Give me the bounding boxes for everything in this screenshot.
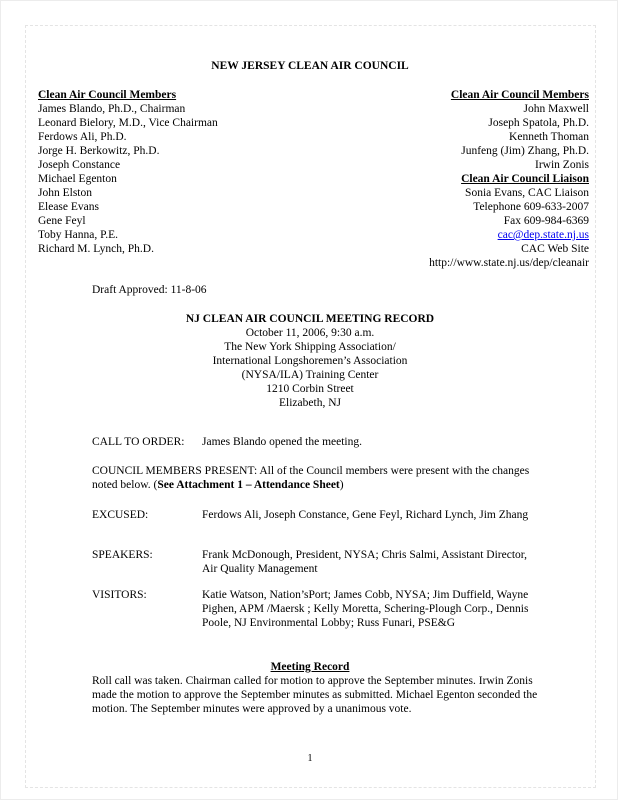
members-present-close: ) xyxy=(339,479,344,491)
web-site-url: http://www.state.nj.us/dep/cleanair xyxy=(429,257,589,269)
member-name: Leonard Bielory, M.D., Vice Chairman xyxy=(38,117,218,129)
member-name: Joseph Constance xyxy=(38,159,121,171)
right-column-heading: Clean Air Council Members xyxy=(450,89,589,101)
document-title: NEW JERSEY CLEAN AIR COUNCIL xyxy=(211,60,409,72)
member-name: Junfeng (Jim) Zhang, Ph.D. xyxy=(461,145,589,157)
record-location-line: The New York Shipping Association/ xyxy=(224,341,396,353)
call-to-order-label: CALL TO ORDER: xyxy=(92,436,185,448)
liaison-email-link[interactable]: cac@dep.state.nj.us xyxy=(497,229,589,241)
member-name: Richard M. Lynch, Ph.D. xyxy=(38,243,154,255)
draft-approved: Draft Approved: 11-8-06 xyxy=(92,284,207,296)
members-present-text: COUNCIL MEMBERS PRESENT: All of the Council members were present with the changes noted below. ( xyxy=(92,465,530,491)
call-to-order-text: James Blando opened the meeting. xyxy=(202,436,363,448)
page-number: 1 xyxy=(307,753,313,764)
excused-label: EXCUSED: xyxy=(92,509,149,521)
record-date: October 11, 2006, 9:30 a.m. xyxy=(245,327,375,339)
member-name: James Blando, Ph.D., Chairman xyxy=(38,103,186,115)
members-present-paragraph xyxy=(92,464,532,492)
meeting-record-block xyxy=(1,312,618,410)
meeting-record-heading: Meeting Record xyxy=(270,661,350,673)
speakers-label: SPEAKERS: xyxy=(92,549,153,561)
record-location-line: (NYSA/ILA) Training Center xyxy=(241,369,379,381)
web-site-label: CAC Web Site xyxy=(521,243,589,255)
member-name: John Elston xyxy=(38,187,92,199)
record-location-line: International Longshoremen’s Association xyxy=(212,355,408,367)
right-member-column xyxy=(429,88,589,270)
meeting-record-text: Roll call was taken. Chairman called for motion to approve the September minutes. Irwin Zonis made the motion to approve the September minutes as submitted. Michael Egenton seconded the motion. The September minutes were approved by a unanimous vote. xyxy=(92,675,538,715)
attendance-reference: See Attachment 1 – Attendance Sheet xyxy=(157,479,340,491)
visitors-label: VISITORS: xyxy=(92,589,147,601)
record-city: Elizabeth, NJ xyxy=(279,397,341,409)
speakers-list: Frank McDonough, President, NYSA; Chris Salmi, Assistant Director, Air Quality Management xyxy=(202,549,528,575)
liaison-name: Sonia Evans, CAC Liaison xyxy=(465,187,589,199)
member-name: Gene Feyl xyxy=(38,215,86,227)
member-name: Jorge H. Berkowitz, Ph.D. xyxy=(38,145,160,157)
member-name: Ferdows Ali, Ph.D. xyxy=(38,131,127,143)
member-name: Kenneth Thoman xyxy=(509,131,589,143)
member-name: John Maxwell xyxy=(523,103,589,115)
member-name: Elease Evans xyxy=(38,201,99,213)
left-column-heading: Clean Air Council Members xyxy=(38,89,177,101)
liaison-telephone: Telephone 609-633-2007 xyxy=(473,201,589,213)
record-address: 1210 Corbin Street xyxy=(266,383,354,395)
excused-list: Ferdows Ali, Joseph Constance, Gene Feyl, Richard Lynch, Jim Zhang xyxy=(202,509,529,521)
member-name: Irwin Zonis xyxy=(535,159,589,171)
member-name: Toby Hanna, P.E. xyxy=(38,229,119,241)
member-name: Joseph Spatola, Ph.D. xyxy=(488,117,589,129)
liaison-fax: Fax 609-984-6369 xyxy=(503,215,589,227)
member-name: Michael Egenton xyxy=(38,173,117,185)
left-member-column xyxy=(38,88,218,256)
record-heading: NJ CLEAN AIR COUNCIL MEETING RECORD xyxy=(185,313,435,325)
liaison-heading: Clean Air Council Liaison xyxy=(461,173,589,185)
visitors-list: Katie Watson, Nation’sPort; James Cobb, NYSA; Jim Duffield, Wayne Pighen, APM /Maersk ; Kelly Moretta, Schering-Plough Corp., Dennis Poole, NJ Environmental Lobby; Russ Funari, PSE&G xyxy=(202,589,529,629)
